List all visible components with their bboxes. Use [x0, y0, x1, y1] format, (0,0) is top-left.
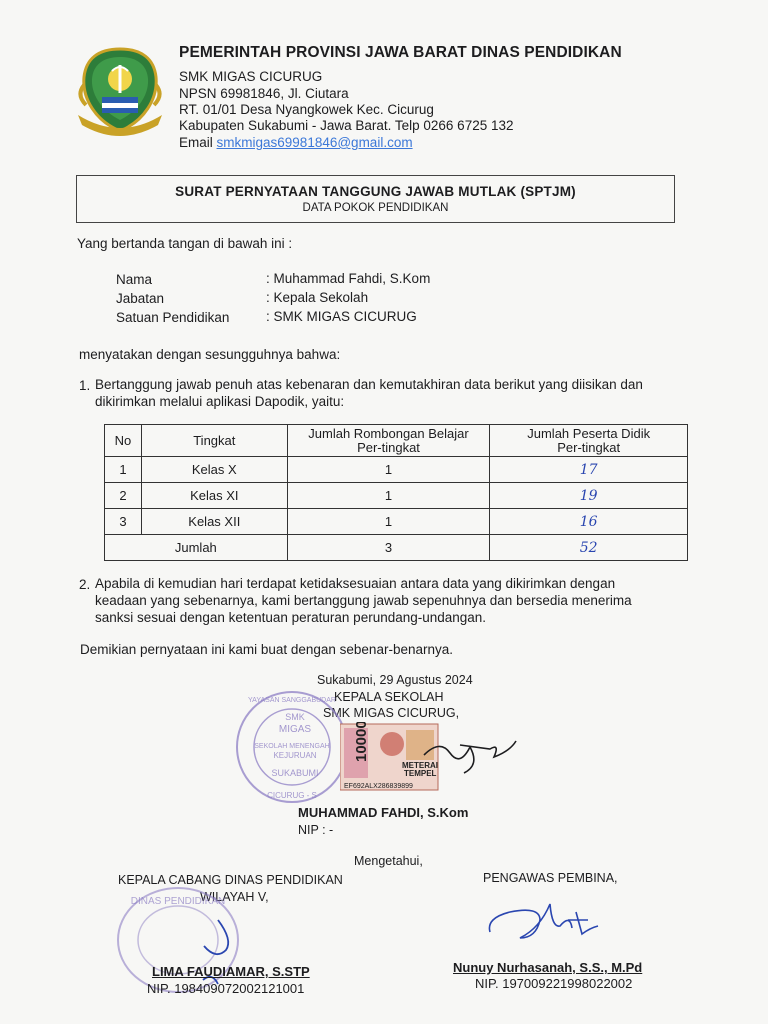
header-address: RT. 01/01 Desa Nyangkowek Kec. Cicurug [179, 102, 434, 117]
table-row [105, 483, 688, 509]
point-2-number: 2. [79, 577, 91, 592]
meterai-label-2: TEMPEL [404, 769, 437, 778]
signature-institution: SMK MIGAS CICURUG, [323, 706, 460, 720]
header-tingkat [141, 425, 287, 457]
header-rombel-line-2: Per-tingkat [357, 439, 420, 455]
left-official-nip: NIP. 198409072002121001 [147, 981, 305, 996]
header-email-label: Email [179, 135, 213, 150]
left-official-title-1: KEPALA CABANG DINAS PENDIDIKAN [118, 873, 343, 887]
cell-rombel: 1 [287, 457, 490, 483]
header-email-link[interactable]: smkmigas69981846@gmail.com [216, 135, 413, 150]
total-rombel: 3 [287, 535, 490, 561]
point-2-line-3: sanksi sesuai dengan ketentuan peraturan perundang-undangan. [95, 610, 487, 625]
west-java-coat-of-arms-icon [74, 45, 166, 137]
stamp-text-5: KEJURUAN [273, 751, 317, 760]
table-header-row [105, 425, 688, 457]
right-official-nip: NIP. 197009221998022002 [475, 976, 633, 991]
right-official-title: PENGAWAS PEMBINA, [483, 871, 618, 885]
header-peserta [490, 425, 688, 457]
total-label: Jumlah [105, 535, 288, 561]
identity-value-name: : Muhammad Fahdi, S.Kom [266, 271, 431, 286]
cell-peserta: 19 [490, 483, 688, 509]
point-2-line-1: Apabila di kemudian hari terdapat ketidaksesuaian antara data yang dikirimkan dengan [95, 576, 616, 591]
identity-label-position: Jabatan [116, 291, 165, 306]
header-no [105, 425, 142, 457]
table-row [105, 509, 688, 535]
right-official-name: Nunuy Nurhasanah, S.S., M.Pd [453, 960, 643, 975]
cell-peserta: 16 [490, 509, 688, 535]
table-total-row [105, 535, 688, 561]
point-1-line-2: dikirimkan melalui aplikasi Dapodik, yaitu: [95, 394, 345, 409]
cell-rombel: 1 [287, 483, 490, 509]
meterai-label-1: METERAI [402, 761, 438, 770]
meterai-serial: EF692ALX286839899 [344, 783, 413, 790]
cell-rombel: 1 [287, 509, 490, 535]
stamp-text-7: CICURUG - S [267, 791, 317, 800]
data-table [104, 424, 688, 561]
header-rombel-line-1: Jumlah Rombongan Belajar [308, 425, 469, 441]
total-peserta: 52 [490, 535, 688, 561]
header-school: SMK MIGAS CICURUG [179, 69, 323, 84]
signature-place-date: Sukabumi, 29 Agustus 2024 [317, 673, 473, 687]
stamp-text-6: SUKABUMI [271, 768, 319, 778]
left-official-name: LIMA FAUDIAMAR, S.STP [152, 964, 310, 979]
header-peserta-line-1: Jumlah Peserta Didik [527, 425, 651, 441]
acknowledge-text: Mengetahui, [354, 854, 423, 868]
header-rombel [287, 425, 490, 457]
declare-text: menyatakan dengan sesungguhnya bahwa: [79, 347, 341, 362]
cell-peserta: 17 [490, 457, 688, 483]
header-npsn: NPSN 69981846, Jl. Ciutara [179, 86, 349, 101]
principal-nip: NIP : - [298, 823, 334, 837]
right-official-signature [480, 898, 620, 948]
left-official-title-2: WILAYAH V, [200, 890, 269, 904]
closing-text: Demikian pernyataan ini kami buat dengan sebenar-benarnya. [80, 642, 453, 657]
left-stamp-text: DINAS PENDIDIKAN [130, 896, 226, 907]
cell-tingkat: Kelas XII [141, 509, 287, 535]
signature-position: KEPALA SEKOLAH [334, 690, 444, 704]
meterai-value: 10000 [353, 722, 370, 762]
header-email-row [179, 135, 413, 150]
stamp-text-4: SEKOLAH MENENGAH [254, 743, 330, 750]
stamp-text-1: YAYASAN SANGGABUDAR [248, 697, 336, 704]
table-row [105, 457, 688, 483]
cell-no: 2 [105, 483, 142, 509]
stamp-text-3: MIGAS [278, 724, 312, 735]
intro-text: Yang bertanda tangan di bawah ini : [77, 236, 293, 251]
school-stamp [233, 688, 351, 806]
header-no-label: No [114, 432, 132, 448]
point-1-number: 1. [79, 378, 91, 393]
cell-tingkat: Kelas XI [141, 483, 287, 509]
cell-no: 1 [105, 457, 142, 483]
header-tingkat-label: Tingkat [193, 432, 236, 448]
principal-name: MUHAMMAD FAHDI, S.Kom [298, 805, 469, 820]
principal-signature [420, 735, 520, 780]
identity-label-unit: Satuan Pendidikan [116, 310, 230, 325]
cell-tingkat: Kelas X [141, 457, 287, 483]
document-subtitle: DATA POKOK PENDIDIKAN [302, 202, 449, 214]
header-peserta-line-2: Per-tingkat [557, 439, 621, 455]
identity-value-position: : Kepala Sekolah [266, 290, 369, 305]
identity-label-name: Nama [116, 272, 153, 287]
point-1-line-1: Bertanggung jawab penuh atas kebenaran dan kemutakhiran data berikut yang diisikan dan [95, 377, 643, 392]
document-title: SURAT PERNYATAAN TANGGUNG JAWAB MUTLAK (SPTJM) [175, 184, 576, 199]
header-city-phone: Kabupaten Sukabumi - Jawa Barat. Telp 0266 6725 132 [179, 118, 514, 133]
document-title-box [76, 175, 675, 223]
cell-no: 3 [105, 509, 142, 535]
identity-value-unit: : SMK MIGAS CICURUG [266, 309, 417, 324]
stamp-text-2: SMK [285, 712, 305, 722]
header-title: PEMERINTAH PROVINSI JAWA BARAT DINAS PENDIDIKAN [179, 44, 622, 61]
point-2-line-2: keadaan yang sebenarnya, kami bertanggung jawab sepenuhnya dan bersedia menerima [95, 593, 632, 608]
